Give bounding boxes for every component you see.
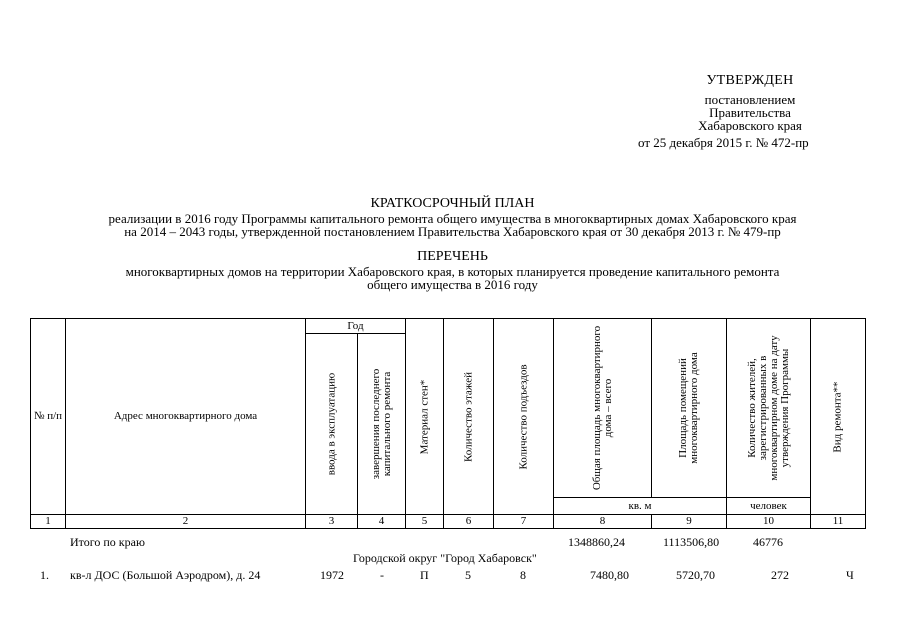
- total-area: 1348860,24: [568, 535, 625, 549]
- header-premises-area: Площадь помещений многоквартирного дома: [652, 319, 727, 498]
- plan-title: КРАТКОСРОЧНЫЙ ПЛАН: [370, 196, 535, 211]
- list-title: ПЕРЕЧЕНЬ: [417, 249, 488, 264]
- header-total-area: Общая площадь многоквартирного дома – всего: [554, 319, 652, 498]
- row-year-repair: -: [380, 568, 384, 582]
- column-number: 3: [306, 515, 358, 529]
- row-residents: 272: [771, 568, 789, 582]
- row-repair-type: Ч: [846, 568, 854, 582]
- column-number: 7: [494, 515, 554, 529]
- approval-line2: Правительства: [709, 105, 791, 120]
- header-address: Адрес многоквартирного дома: [66, 319, 306, 515]
- header-material: Материал стен*: [406, 319, 444, 515]
- header-repair-type: Вид ремонта**: [811, 319, 866, 515]
- row-address: кв-л ДОС (Большой Аэродром), д. 24: [70, 568, 261, 582]
- approval-date: от 25 декабря 2015 г. № 472-пр: [638, 135, 809, 150]
- header-entrances: Количество подъездов: [494, 319, 554, 515]
- column-number: 8: [554, 515, 652, 529]
- column-number: 6: [444, 515, 494, 529]
- row-num: 1.: [40, 568, 49, 582]
- approval-title: УТВЕРЖДЕН: [706, 73, 794, 88]
- total-label: Итого по краю: [70, 535, 145, 549]
- header-year-repair: завершения последнего капитального ремонта: [358, 334, 406, 515]
- approval-line3: Хабаровского края: [698, 118, 802, 133]
- header-unit-people: человек: [727, 498, 811, 515]
- column-number: 1: [31, 515, 66, 529]
- column-number: 9: [652, 515, 727, 529]
- header-unit-area: кв. м: [554, 498, 727, 515]
- column-number: 4: [358, 515, 406, 529]
- column-number: 2: [66, 515, 306, 529]
- header-num: № п/п: [31, 319, 66, 515]
- list-line2: общего имущества в 2016 году: [367, 277, 538, 292]
- approval-line1: постановлением: [704, 92, 796, 107]
- approval-block: [600, 73, 900, 150]
- header-year-built: ввода в эксплуатацию: [306, 334, 358, 515]
- total-premises-area: 1113506,80: [663, 535, 720, 549]
- district-title: Городской округ "Город Хабаровск": [353, 551, 537, 565]
- houses-table: [30, 318, 866, 529]
- row-premises-area: 5720,70: [676, 568, 715, 582]
- row-year-built: 1972: [320, 568, 344, 582]
- plan-line1: реализации в 2016 году Программы капитального ремонта общего имущества в многоквартирных домах Хабаровского края: [108, 211, 797, 226]
- column-number: 11: [811, 515, 866, 529]
- column-number: 5: [406, 515, 444, 529]
- total-residents: 46776: [753, 535, 783, 549]
- plan-line2: на 2014 – 2043 годы, утвержденной постановлением Правительства Хабаровского края от 30 декабря 2013 г. № 479-пр: [124, 224, 781, 239]
- row-material: П: [420, 568, 429, 582]
- list-line1: многоквартирных домов на территории Хабаровского края, в которых планируется проведение капитального ремонта: [125, 264, 780, 279]
- header-floors: Количество этажей: [444, 319, 494, 515]
- column-numbers-row: [31, 515, 866, 529]
- row-floors: 5: [465, 568, 471, 582]
- header-residents: Количество жителей, зарегистрированных в многоквартирном доме на дату утверждения Программы: [727, 319, 811, 498]
- header-year-group: Год: [306, 319, 406, 334]
- row-total-area: 7480,80: [590, 568, 629, 582]
- row-entrances: 8: [520, 568, 526, 582]
- column-number: 10: [727, 515, 811, 529]
